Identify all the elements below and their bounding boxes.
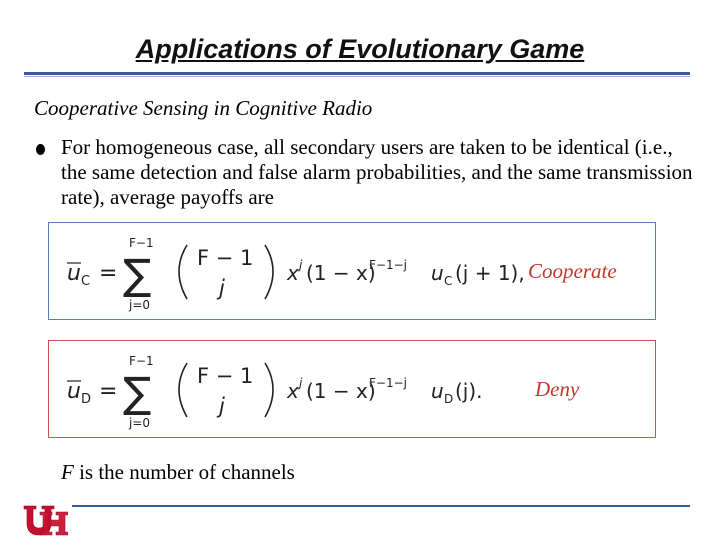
sum-symbol: ∑ <box>123 250 152 299</box>
term-argument: (j + 1), <box>455 261 525 285</box>
term-u: u <box>431 261 444 285</box>
term-one-minus-x: (1 − x) <box>306 379 376 403</box>
binomial-top: F − 1 <box>197 364 254 388</box>
formula-lhs-sub: C <box>81 274 91 289</box>
term-one-minus-x: (1 − x) <box>306 261 376 285</box>
bullet-icon <box>36 144 45 155</box>
term-u-sub: C <box>444 274 453 288</box>
sum-upper-limit: F−1 <box>129 236 154 250</box>
term-x-sup: j <box>299 258 303 272</box>
footer-rule <box>72 505 690 507</box>
uh-logo-icon <box>22 504 68 538</box>
equals-sign: = <box>99 379 118 404</box>
term-u-sub: D <box>444 392 454 406</box>
term-x: x <box>287 261 299 285</box>
deny-label: Deny <box>535 377 580 401</box>
channels-note-text: is the number of channels <box>73 460 295 484</box>
binomial-bottom: j <box>219 276 225 300</box>
channels-note <box>61 460 295 485</box>
bullet-text: For homogeneous case, all secondary users are taken to be identical (i.e., the same detection and false alarm probabilities, and the same transmission rate), average payoffs are <box>61 135 693 209</box>
title-underline-rule-light <box>24 76 690 77</box>
slide-title: Applications of Evolutionary Game <box>135 34 585 64</box>
formula-lhs: u <box>67 379 81 404</box>
formula-lhs: u <box>67 261 81 286</box>
section-subtitle: Cooperative Sensing in Cognitive Radio <box>34 96 373 120</box>
sum-lower-limit: j=0 <box>129 416 151 430</box>
term-u: u <box>431 379 444 403</box>
equals-sign: = <box>99 261 118 286</box>
term-exponent: F−1−j <box>369 258 407 272</box>
binomial-top: F − 1 <box>197 246 254 270</box>
term-x-sup: j <box>299 376 303 390</box>
sum-lower-limit: j=0 <box>129 298 151 312</box>
deny-formula <box>61 341 561 437</box>
cooperate-label: Cooperate <box>528 259 617 283</box>
sum-upper-limit: F−1 <box>129 354 154 368</box>
term-exponent: F−1−j <box>369 376 407 390</box>
title-underline-rule <box>24 72 690 75</box>
cooperate-formula <box>61 223 561 319</box>
channels-variable: F <box>61 460 74 484</box>
binomial-bottom: j <box>219 394 225 418</box>
formula-lhs-sub: D <box>81 392 92 407</box>
sum-symbol: ∑ <box>123 368 152 417</box>
term-x: x <box>287 379 299 403</box>
term-argument: (j). <box>455 379 483 403</box>
